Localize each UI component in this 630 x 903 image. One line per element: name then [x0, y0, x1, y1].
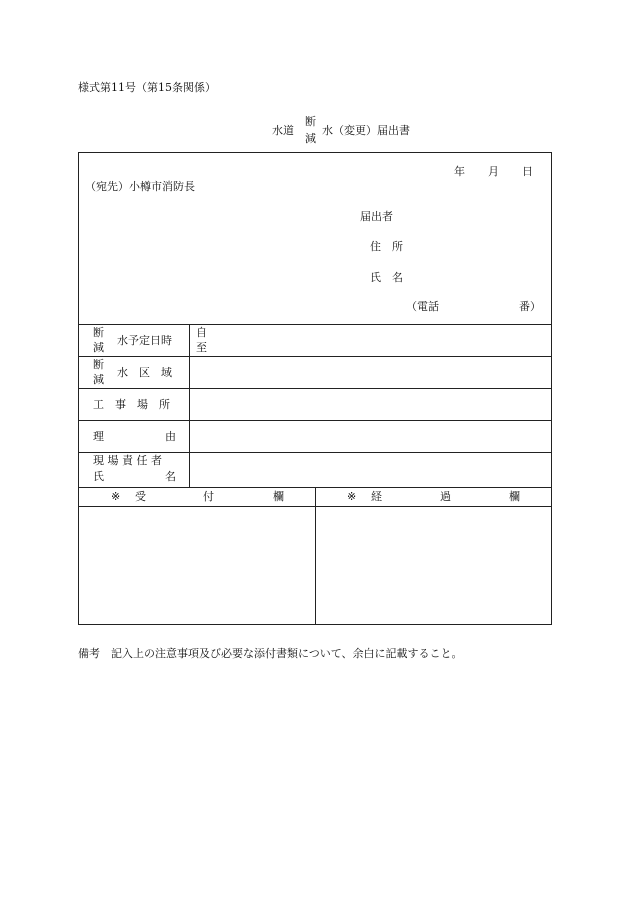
address-label: 住 所 [370, 240, 403, 253]
progress-c2: 過 [440, 490, 451, 503]
schedule-label: 水予定日時 [117, 334, 172, 347]
date-day: 日 [522, 165, 533, 178]
date-year: 年 [454, 165, 465, 178]
form-table [78, 152, 552, 625]
reception-mark: ※ [111, 490, 121, 503]
manager-line2-right: 名 [165, 470, 176, 483]
reason-left: 理 [93, 430, 104, 443]
area-alt-bottom: 減 [93, 373, 104, 386]
progress-c1: 経 [371, 490, 382, 503]
site-label: 工 事 場 所 [93, 398, 170, 411]
rule-bottom-split [315, 487, 316, 625]
rule-row-3 [79, 420, 551, 421]
schedule-alt-top: 断 [93, 326, 104, 339]
rule-row-4 [79, 452, 551, 453]
document-title [272, 116, 432, 146]
area-alt-top: 断 [93, 358, 104, 371]
addressee: （宛先）小樽市消防長 [85, 180, 195, 193]
rule-row-2 [79, 388, 551, 389]
area-label: 水 区 域 [117, 366, 172, 379]
phone-open: （電話 [406, 300, 439, 313]
form-number: 様式第11号（第15条関係） [78, 81, 216, 94]
phone-close: 番） [519, 300, 541, 313]
reception-c3: 欄 [273, 490, 284, 503]
progress-c3: 欄 [509, 490, 520, 503]
rule-header-bottom [79, 324, 551, 325]
rule-label-column [189, 324, 190, 487]
schedule-to: 至 [196, 341, 207, 354]
manager-line1: 現 場 責 任 者 [93, 454, 162, 467]
date-month: 月 [488, 165, 499, 178]
progress-mark: ※ [347, 490, 357, 503]
title-prefix: 水道 [272, 124, 294, 137]
schedule-from: 自 [196, 326, 207, 339]
schedule-alt-bottom: 減 [93, 341, 104, 354]
title-suffix: 水（変更）届出書 [322, 124, 410, 137]
applicant-label: 届出者 [360, 210, 393, 223]
title-alt-top: 断 [305, 115, 316, 128]
reason-right: 由 [165, 430, 176, 443]
name-label: 氏 名 [370, 271, 403, 284]
manager-line2-left: 氏 [93, 470, 104, 483]
reception-c2: 付 [203, 490, 214, 503]
remarks: 備考 記入上の注意事項及び必要な添付書類について、余白に記載すること。 [78, 647, 463, 660]
title-alt-bottom: 減 [305, 132, 316, 145]
reception-c1: 受 [135, 490, 146, 503]
rule-row-1 [79, 356, 551, 357]
